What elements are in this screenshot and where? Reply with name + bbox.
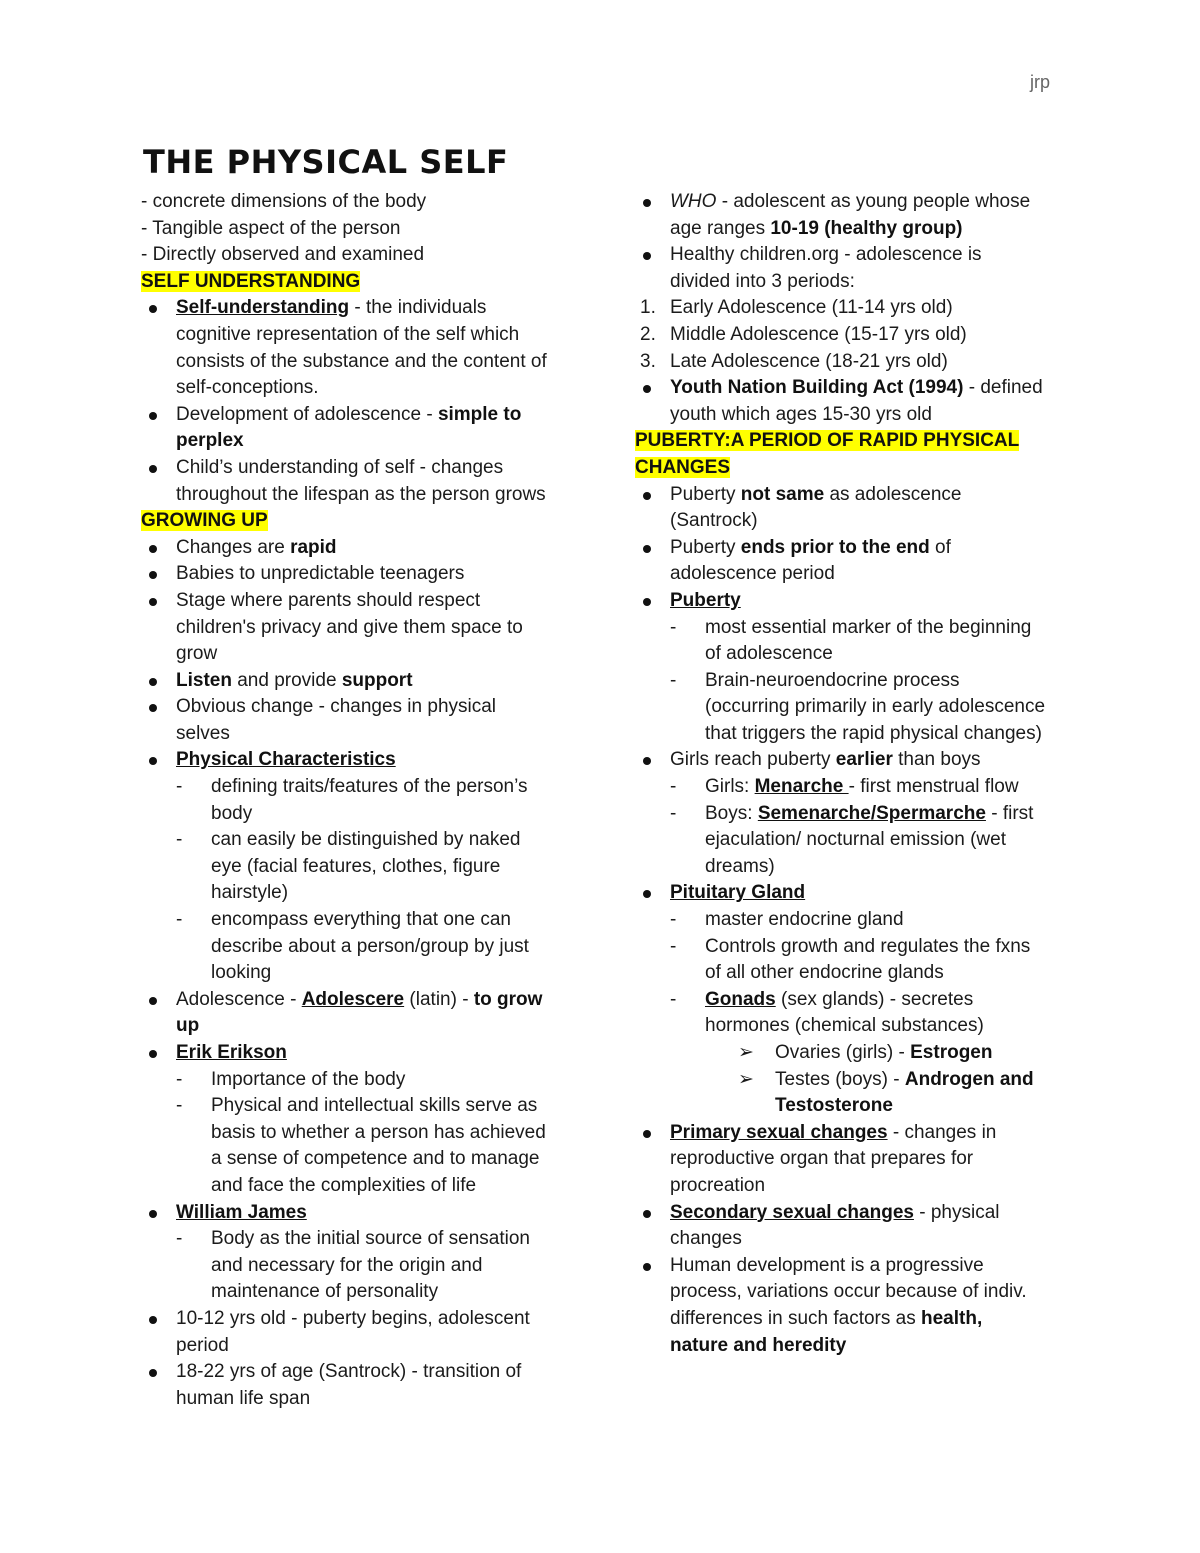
text-line: [635, 801, 1075, 828]
text-line: [635, 295, 1075, 322]
text-segment: perplex: [176, 430, 244, 452]
text-line: [635, 322, 1075, 349]
text-segment: throughout the lifespan as the person grows: [176, 483, 546, 505]
text-segment: Late Adolescence (18-21 yrs old): [670, 350, 948, 372]
text-segment: reproductive organ that prepares for: [670, 1148, 974, 1170]
text-segment: children's privacy and give them space to: [176, 616, 523, 638]
text-segment: body: [211, 802, 253, 824]
text-line: [141, 269, 571, 296]
dash-marker: -: [670, 776, 677, 798]
text-segment: than boys: [892, 749, 981, 771]
text-segment: defining traits/features of the person’s: [211, 776, 528, 798]
list-number: 3.: [640, 350, 656, 372]
text-segment: Adolescere: [301, 988, 405, 1010]
text-segment: divided into 3 periods:: [670, 270, 855, 292]
text-segment: Puberty: [670, 483, 741, 505]
text-line: [141, 854, 571, 881]
text-line: [635, 1067, 1075, 1094]
text-line: [141, 907, 571, 934]
text-segment: hairstyle): [211, 882, 289, 904]
text-line: [635, 774, 1075, 801]
text-line: [141, 1173, 571, 1200]
text-segment: most essential marker of the beginning: [705, 616, 1032, 638]
section-heading: SELF UNDERSTANDING: [141, 270, 361, 292]
section-heading: CHANGES: [635, 456, 731, 478]
text-segment: Gonads: [705, 988, 776, 1010]
text-line: [141, 721, 571, 748]
text-segment: Ovaries (girls) -: [775, 1042, 911, 1063]
dash-marker: -: [670, 616, 677, 638]
text-segment: (sex glands) - secretes: [775, 988, 974, 1010]
text-segment: cognitive representation of the self which: [176, 323, 520, 345]
text-segment: ejaculation/ nocturnal emission (wet: [705, 829, 1006, 851]
text-segment: basis to whether a person has achieved: [211, 1121, 546, 1143]
text-segment: - defined: [963, 377, 1043, 399]
section-heading: PUBERTY:A PERIOD OF RAPID PHYSICAL: [635, 430, 1020, 452]
text-line: [141, 402, 571, 429]
text-segment: a sense of competence and to manage: [211, 1148, 540, 1170]
text-line: [141, 1279, 571, 1306]
text-segment: Pituitary Gland: [670, 882, 806, 904]
text-line: [141, 1306, 571, 1333]
text-segment: can easily be distinguished by naked: [211, 829, 521, 851]
text-segment: as adolescence: [824, 483, 962, 505]
text-segment: describe about a person/group by just: [211, 935, 529, 957]
text-segment: Importance of the body: [211, 1068, 406, 1090]
text-segment: 10-19 (healthy group): [770, 217, 963, 239]
text-segment: changes: [670, 1228, 742, 1250]
text-line: [141, 747, 571, 774]
text-line: [635, 615, 1075, 642]
text-line: [635, 402, 1075, 429]
text-line: [635, 827, 1075, 854]
dash-marker: -: [670, 802, 677, 824]
dash-marker: -: [176, 1095, 183, 1117]
text-segment: and face the complexities of life: [211, 1174, 477, 1196]
text-segment: master endocrine gland: [705, 909, 904, 931]
text-line: [141, 1253, 571, 1280]
text-line: [635, 1173, 1075, 1200]
text-segment: (Santrock): [670, 510, 758, 532]
text-line: [635, 1146, 1075, 1173]
text-segment: - first: [985, 802, 1034, 824]
text-segment: consists of the substance and the content of: [176, 350, 547, 372]
text-line: [635, 1279, 1075, 1306]
text-segment: - the individuals: [349, 297, 487, 319]
text-segment: Estrogen: [910, 1042, 993, 1063]
text-segment: that triggers the rapid physical changes): [705, 722, 1042, 744]
text-line: [141, 295, 571, 322]
text-segment: - adolescent as young people whose: [716, 191, 1031, 212]
text-segment: Testosterone: [775, 1095, 893, 1117]
text-line: [635, 455, 1075, 482]
text-segment: William James: [176, 1201, 307, 1223]
text-line: [635, 854, 1075, 881]
text-line: [141, 455, 571, 482]
text-line: [635, 987, 1075, 1014]
text-line: [141, 561, 571, 588]
text-line: [635, 428, 1075, 455]
text-line: [141, 668, 571, 695]
text-line: [141, 801, 571, 828]
text-line: [141, 189, 571, 216]
text-segment: Babies to unpredictable teenagers: [176, 563, 465, 585]
text-segment: Development of adolescence -: [176, 403, 438, 425]
text-segment: grow: [176, 643, 218, 665]
text-line: [141, 827, 571, 854]
text-segment: Semenarche/Spermarche: [757, 802, 986, 824]
dash-marker: -: [176, 1228, 183, 1250]
text-line: [141, 1200, 571, 1227]
text-segment: Primary sexual changes: [670, 1121, 888, 1143]
text-line: [635, 588, 1075, 615]
text-segment: and provide: [231, 669, 342, 691]
text-segment: process, variations occur because of indiv.: [670, 1281, 1027, 1303]
dash-marker: -: [670, 669, 677, 691]
text-segment: Body as the initial source of sensation: [211, 1228, 530, 1250]
text-segment: encompass everything that one can: [211, 909, 511, 931]
text-segment: hormones (chemical substances): [705, 1015, 984, 1037]
text-segment: Brain-neuroendocrine process: [705, 669, 960, 691]
text-segment: Stage where parents should respect: [176, 589, 481, 611]
text-segment: and necessary for the origin and: [211, 1254, 483, 1276]
text-segment: nature and heredity: [670, 1334, 847, 1356]
text-segment: youth which ages 15-30 yrs old: [670, 403, 932, 425]
text-line: [635, 1120, 1075, 1147]
dash-marker: -: [670, 909, 677, 931]
text-line: [635, 189, 1075, 216]
text-segment: Erik Erikson: [176, 1042, 287, 1063]
text-line: [635, 561, 1075, 588]
text-line: [141, 508, 571, 535]
text-segment: Child’s understanding of self - changes: [176, 456, 504, 478]
text-segment: ends prior to the end: [740, 536, 930, 558]
text-segment: WHO: [670, 191, 717, 212]
text-segment: health,: [921, 1307, 983, 1329]
dash-marker: -: [670, 988, 677, 1010]
text-line: [141, 774, 571, 801]
text-segment: Testes (boys) -: [775, 1068, 905, 1090]
text-segment: up: [176, 1015, 200, 1037]
text-segment: Androgen and: [904, 1068, 1034, 1090]
text-line: [141, 482, 571, 509]
text-line: [635, 375, 1075, 402]
text-segment: Puberty: [670, 536, 741, 558]
text-segment: Physical and intellectual skills serve as: [211, 1095, 538, 1117]
left-column: [141, 189, 571, 1412]
text-segment: maintenance of personality: [211, 1281, 439, 1303]
text-line: [141, 428, 571, 455]
text-segment: Self-understanding: [176, 297, 350, 319]
text-segment: to grow: [473, 988, 543, 1010]
text-segment: of adolescence: [705, 643, 833, 665]
page-title: THE PHYSICAL SELF: [143, 143, 509, 181]
text-segment: - Directly observed and examined: [141, 244, 425, 266]
text-line: [635, 1226, 1075, 1253]
text-line: [141, 216, 571, 243]
text-line: [141, 1146, 571, 1173]
text-segment: Healthy children.org - adolescence is: [670, 244, 982, 266]
text-line: [635, 349, 1075, 376]
text-segment: Changes are: [176, 536, 291, 558]
text-line: [635, 934, 1075, 961]
text-segment: simple to: [437, 403, 522, 425]
text-line: [141, 987, 571, 1014]
text-segment: of all other endocrine glands: [705, 962, 944, 984]
list-number: 2.: [640, 323, 656, 345]
right-column: [635, 189, 1075, 1359]
text-line: [635, 242, 1075, 269]
text-segment: 10-12 yrs old - puberty begins, adolescent: [176, 1307, 530, 1329]
text-line: [141, 960, 571, 987]
text-segment: human life span: [176, 1387, 311, 1409]
text-segment: dreams): [705, 855, 775, 877]
text-line: [141, 641, 571, 668]
text-segment: - physical: [913, 1201, 1000, 1223]
text-line: [141, 880, 571, 907]
text-segment: adolescence period: [670, 563, 835, 585]
text-segment: Listen: [176, 669, 232, 691]
text-line: [635, 641, 1075, 668]
text-line: [635, 880, 1075, 907]
text-segment: differences in such factors as: [670, 1307, 921, 1329]
text-line: [141, 242, 571, 269]
section-heading: GROWING UP: [141, 510, 268, 532]
text-line: [141, 1067, 571, 1094]
text-segment: Menarche: [754, 776, 849, 798]
text-line: [141, 1226, 571, 1253]
arrow-bullet-icon: ➢: [738, 1068, 754, 1090]
arrow-bullet-icon: ➢: [738, 1042, 754, 1063]
text-segment: Girls reach puberty: [670, 749, 836, 771]
text-segment: - concrete dimensions of the body: [141, 191, 427, 212]
text-segment: Early Adolescence (11-14 yrs old): [670, 297, 953, 319]
text-segment: - changes in: [887, 1121, 997, 1143]
dash-marker: -: [670, 935, 677, 957]
text-segment: Girls:: [705, 776, 755, 798]
text-line: [141, 1386, 571, 1413]
text-segment: Middle Adolescence (15-17 yrs old): [670, 323, 967, 345]
dash-marker: -: [176, 909, 183, 931]
text-line: [635, 482, 1075, 509]
text-line: [635, 1306, 1075, 1333]
text-line: [635, 694, 1075, 721]
list-number: 1.: [640, 297, 656, 319]
text-segment: rapid: [290, 536, 337, 558]
text-line: [635, 1253, 1075, 1280]
header-tag: jrp: [1030, 72, 1051, 92]
text-line: [635, 721, 1075, 748]
text-line: [141, 375, 571, 402]
text-segment: Controls growth and regulates the fxns: [705, 935, 1031, 957]
text-segment: age ranges: [670, 217, 771, 239]
text-segment: period: [176, 1334, 229, 1356]
text-line: [141, 1333, 571, 1360]
text-line: [635, 269, 1075, 296]
text-segment: support: [341, 669, 413, 691]
text-line: [141, 615, 571, 642]
text-line: [141, 1093, 571, 1120]
text-line: [635, 668, 1075, 695]
dash-marker: -: [176, 1068, 183, 1090]
text-segment: Puberty: [670, 589, 741, 611]
dash-marker: -: [176, 829, 183, 851]
text-segment: selves: [176, 722, 230, 744]
text-segment: (occurring primarily in early adolescence: [705, 696, 1046, 718]
text-line: [635, 907, 1075, 934]
text-line: [635, 508, 1075, 535]
text-segment: Youth Nation Building Act (1994): [670, 377, 964, 399]
text-segment: of: [929, 536, 951, 558]
text-segment: Obvious change - changes in physical: [176, 696, 497, 718]
text-line: [141, 1120, 571, 1147]
text-line: [141, 322, 571, 349]
text-line: [141, 349, 571, 376]
dash-marker: -: [176, 776, 183, 798]
text-segment: earlier: [835, 749, 893, 771]
text-segment: - first menstrual flow: [848, 776, 1019, 798]
text-segment: Physical Characteristics: [176, 749, 396, 771]
text-line: [635, 535, 1075, 562]
text-line: [141, 1013, 571, 1040]
text-segment: (latin) -: [404, 988, 474, 1010]
text-segment: Human development is a progressive: [670, 1254, 984, 1276]
text-segment: 18-22 yrs of age (Santrock) - transition of: [176, 1361, 522, 1383]
text-line: [141, 588, 571, 615]
text-line: [635, 1333, 1075, 1360]
text-segment: Secondary sexual changes: [670, 1201, 914, 1223]
text-segment: - Tangible aspect of the person: [141, 217, 401, 239]
text-segment: eye (facial features, clothes, figure: [211, 855, 501, 877]
text-line: [635, 960, 1075, 987]
text-line: [141, 934, 571, 961]
text-line: [635, 216, 1075, 243]
text-segment: Boys:: [705, 802, 758, 824]
text-segment: Adolescence -: [176, 988, 302, 1010]
text-line: [635, 1040, 1075, 1067]
text-segment: procreation: [670, 1174, 766, 1196]
text-line: [141, 694, 571, 721]
text-line: [141, 535, 571, 562]
text-segment: self-conceptions.: [176, 377, 319, 399]
text-segment: not same: [740, 483, 825, 505]
text-line: [141, 1040, 571, 1067]
text-line: [635, 1013, 1075, 1040]
text-line: [141, 1359, 571, 1386]
text-segment: looking: [211, 962, 272, 984]
text-line: [635, 1093, 1075, 1120]
text-line: [635, 1200, 1075, 1227]
text-line: [635, 747, 1075, 774]
